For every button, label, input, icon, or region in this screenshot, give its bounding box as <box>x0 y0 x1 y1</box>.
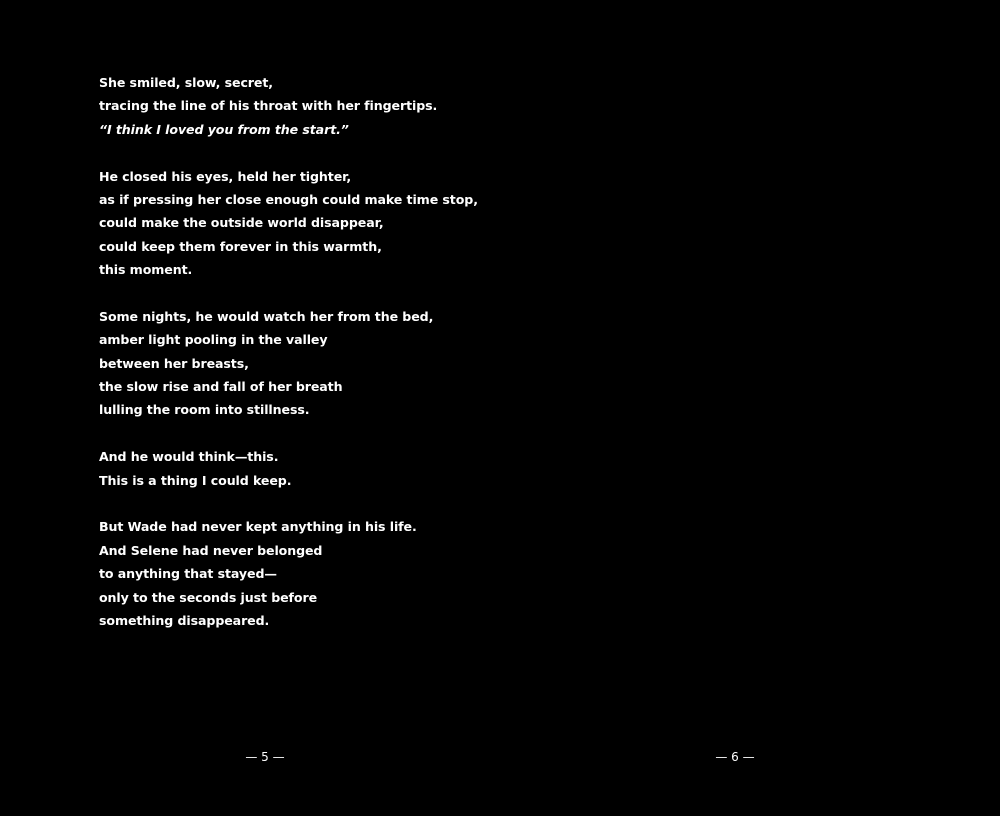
poem-line: this moment. <box>99 262 193 278</box>
stanza <box>99 71 519 141</box>
poem-line: This is a thing I could keep. <box>99 472 292 488</box>
poem-line: He closed his eyes, held her tighter, <box>99 168 352 184</box>
poem-line: to anything that stayed— <box>99 566 277 582</box>
poem-line: could keep them forever in this warmth, <box>99 238 382 254</box>
poem-line: She smiled, slow, secret, <box>99 75 273 90</box>
stanza <box>99 305 519 422</box>
poem-line: lulling the room into stillness. <box>99 402 310 418</box>
poem-line: between her breasts, <box>99 355 249 371</box>
poem-line: tracing the line of his throat with her fingertips. <box>99 98 438 114</box>
poem-line: And Selene had never belonged <box>99 542 323 558</box>
poem-line: only to the seconds just before <box>99 589 318 605</box>
stanza <box>99 445 519 492</box>
poem-line: could make the outside world disappear, <box>99 215 384 231</box>
stanza <box>99 515 519 632</box>
poem-line: something disappeared. <box>99 612 270 628</box>
left-page-text <box>99 71 519 656</box>
poem-line: “I think I loved you from the start.” <box>99 121 349 137</box>
page-number-left: — 5 — <box>245 750 285 764</box>
stanza <box>99 165 519 282</box>
page-number-right: — 6 — <box>715 750 755 764</box>
poem-line: Some nights, he would watch her from the bed, <box>99 308 434 324</box>
poem-line: as if pressing her close enough could make time stop, <box>99 191 478 207</box>
poem-line: But Wade had never kept anything in his life. <box>99 519 417 535</box>
poem-line: And he would think—this. <box>99 449 279 465</box>
poem-line: the slow rise and fall of her breath <box>99 379 343 395</box>
poem-line: amber light pooling in the valley <box>99 332 328 348</box>
